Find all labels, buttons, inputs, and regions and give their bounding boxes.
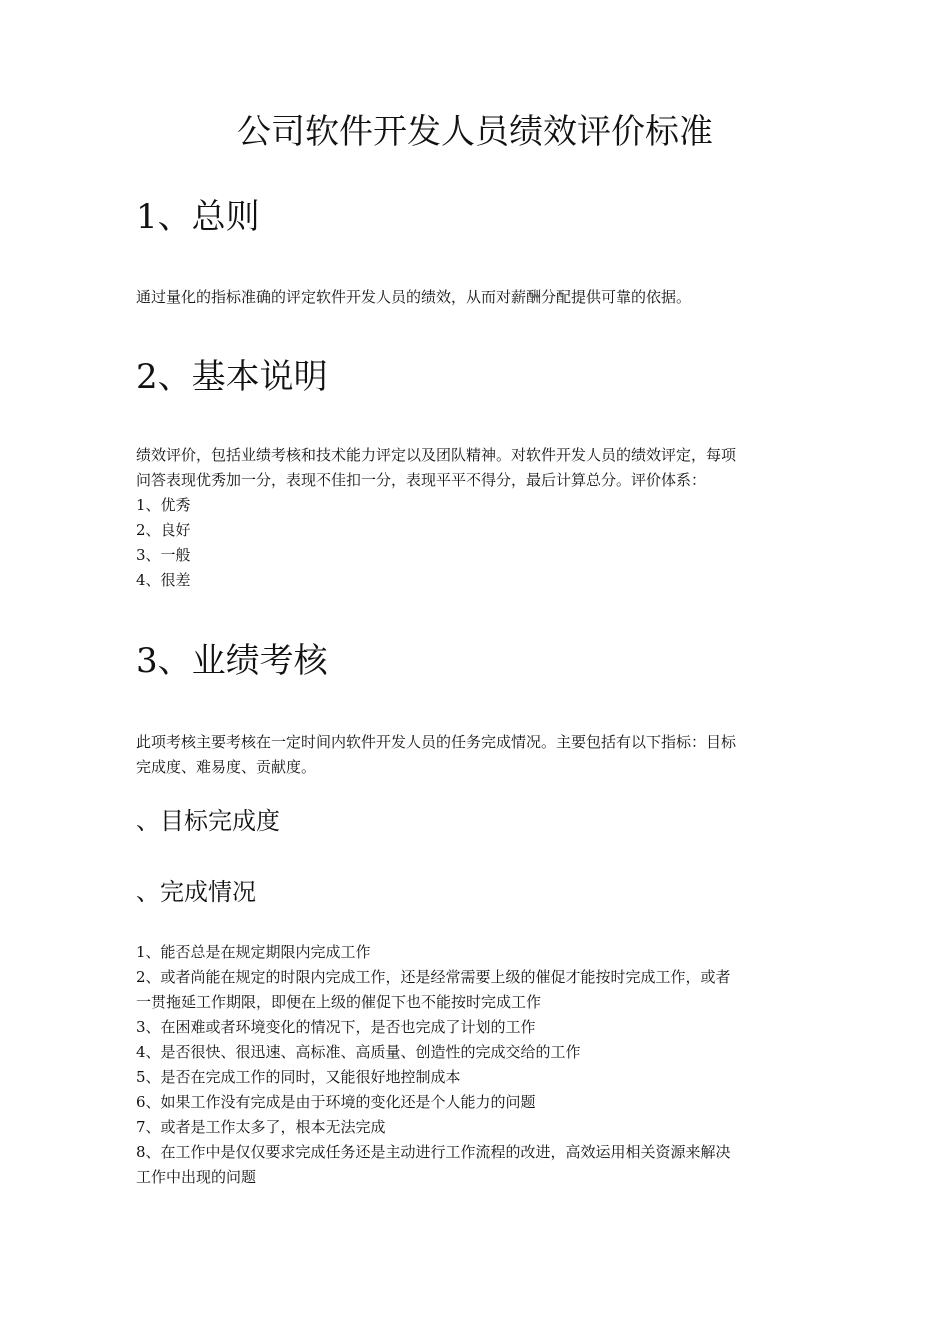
subheading-goal-completion: 、目标完成度	[136, 807, 280, 835]
document-title: 公司软件开发人员绩效评价标准	[237, 112, 713, 152]
section-paragraph-performance	[136, 730, 826, 780]
list-item: 2、或者尚能在规定的时限内完成工作，还是经常需要上级的催促才能按时完成工作，或者	[136, 968, 731, 986]
list-item: 3、在困难或者环境变化的情况下，是否也完成了计划的工作	[136, 1018, 536, 1036]
paragraph-line: 此项考核主要考核在一定时间内软件开发人员的任务完成情况。主要包括有以下指标：目标	[136, 733, 737, 751]
rating-list	[136, 493, 826, 593]
list-item: 2、良好	[136, 521, 191, 539]
section-heading-performance: 3、业绩考核	[136, 641, 328, 681]
list-item: 5、是否在完成工作的同时，又能很好地控制成本	[136, 1068, 461, 1086]
section-paragraph-basic	[136, 443, 826, 493]
completion-criteria-list	[136, 940, 826, 1190]
section-paragraph-general: 通过量化的指标准确的评定软件开发人员的绩效，从而对薪酬分配提供可靠的依据。	[136, 288, 692, 306]
paragraph-line: 问答表现优秀加一分，表现不佳扣一分，表现平平不得分，最后计算总分。评价体系：	[136, 471, 707, 489]
list-item: 1、能否总是在规定期限内完成工作	[136, 943, 371, 961]
list-item: 工作中出现的问题	[136, 1168, 257, 1186]
section-heading-general: 1、总则	[136, 197, 260, 237]
list-item: 1、优秀	[136, 496, 191, 514]
subheading-completion-status: 、完成情况	[136, 878, 256, 906]
list-item: 7、或者是工作太多了，根本无法完成	[136, 1118, 386, 1136]
list-item: 3、一般	[136, 546, 191, 564]
list-item: 4、是否很快、很迅速、高标准、高质量、创造性的完成交给的工作	[136, 1043, 581, 1061]
list-item: 一贯拖延工作期限，即便在上级的催促下也不能按时完成工作	[136, 993, 542, 1011]
paragraph-line: 绩效评价，包括业绩考核和技术能力评定以及团队精神。对软件开发人员的绩效评定，每项	[136, 446, 737, 464]
list-item: 6、如果工作没有完成是由于环境的变化还是个人能力的问题	[136, 1093, 536, 1111]
list-item: 8、在工作中是仅仅要求完成任务还是主动进行工作流程的改进，高效运用相关资源来解决	[136, 1143, 731, 1161]
paragraph-line: 完成度、难易度、贡献度。	[136, 758, 317, 776]
list-item: 4、很差	[136, 571, 191, 589]
section-heading-basic: 2、基本说明	[136, 357, 328, 397]
